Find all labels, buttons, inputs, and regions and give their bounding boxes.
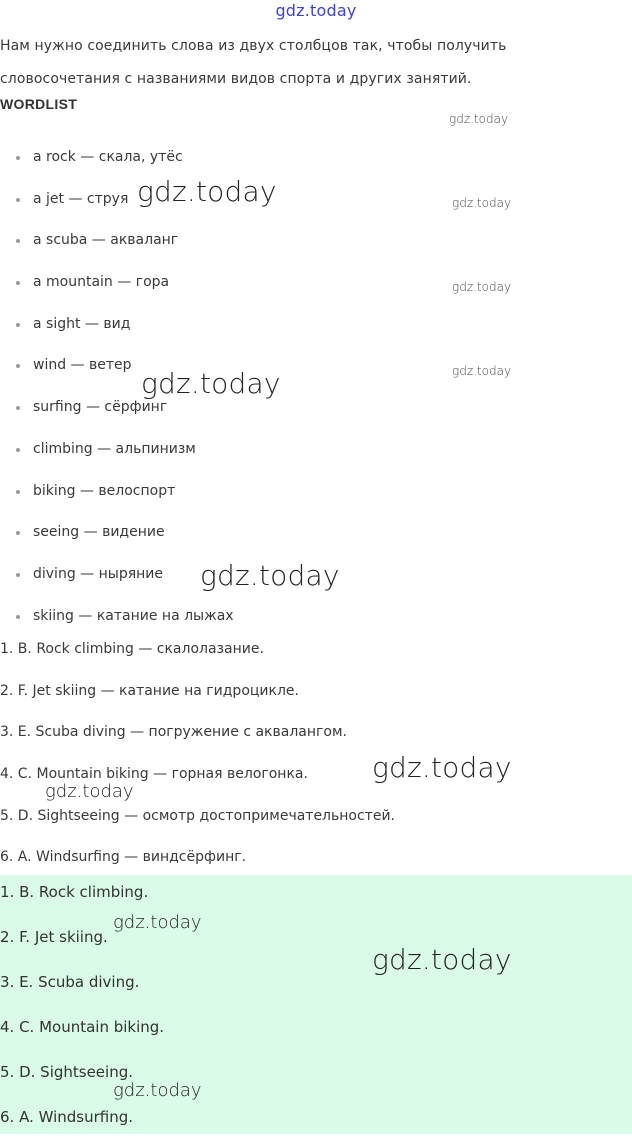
short-answers-list: [0, 875, 632, 1145]
watermark: gdz.today: [449, 112, 509, 126]
short-answer-line: 2. F. Jet skiing.: [0, 928, 108, 946]
watermark: gdz.today: [452, 280, 512, 294]
watermark: gdz.today: [452, 364, 512, 378]
word-list-item: a sight — вид: [0, 304, 234, 346]
watermark: gdz.today: [141, 367, 281, 400]
watermark: gdz.today: [372, 943, 512, 976]
word-list-item: a rock — скала, утёс: [0, 137, 234, 179]
answer-line: 3. E. Scuba diving — погружение с аквалангом.: [0, 724, 347, 741]
word-list-item: skiing — катание на лыжах: [0, 596, 234, 638]
watermark: gdz.today: [452, 196, 512, 210]
watermark: gdz.today: [200, 559, 340, 592]
answer-line: 5. D. Sightseeing — осмотр достопримечательностей.: [0, 807, 395, 824]
short-answer-line: 6. A. Windsurfing.: [0, 1108, 134, 1126]
word-list-item: surfing — сёрфинг: [0, 387, 234, 429]
answer-line: 4. C. Mountain biking — горная велогонка.: [0, 766, 308, 783]
intro-text: Нам нужно соединить слова из двух столбцов так, чтобы получить словосочетания с названиями видов спорта и других занятий.: [0, 38, 507, 87]
short-answer-line: 4. C. Mountain biking.: [0, 1018, 165, 1036]
answer-box: [0, 875, 632, 1134]
watermark: gdz.today: [113, 1080, 202, 1101]
word-list-item: climbing — альпинизм: [0, 429, 234, 471]
answer-line: 6. A. Windsurfing — виндсёрфинг.: [0, 849, 247, 866]
word-list-item: a mountain — гора: [0, 262, 234, 304]
short-answer-line: 3. E. Scuba diving.: [0, 973, 140, 991]
answer-line: 2. F. Jet skiing — катание на гидроцикле.: [0, 682, 299, 699]
word-list-item: a scuba — акваланг: [0, 220, 234, 262]
short-answer-line: 5. D. Sightseeing.: [0, 1063, 134, 1081]
answer-line: 1. B. Rock climbing — скалолазание.: [0, 641, 264, 657]
site-logo[interactable]: gdz.today: [275, 1, 357, 20]
watermark: gdz.today: [45, 781, 134, 802]
word-list-item: biking — велоспорт: [0, 471, 234, 513]
word-list-item: a jet — струя: [0, 179, 234, 221]
watermark: gdz.today: [372, 751, 512, 784]
word-list-item: wind — ветер: [0, 345, 234, 387]
short-answer-line: 1. B. Rock climbing.: [0, 883, 149, 901]
translated-answers-list: [0, 629, 395, 879]
word-list-item: diving — ныряние: [0, 554, 234, 596]
watermark: gdz.today: [113, 912, 202, 933]
wordlist-heading: WORDLIST: [0, 96, 78, 112]
watermark: gdz.today: [137, 175, 277, 208]
word-list-item: seeing — видение: [0, 512, 234, 554]
